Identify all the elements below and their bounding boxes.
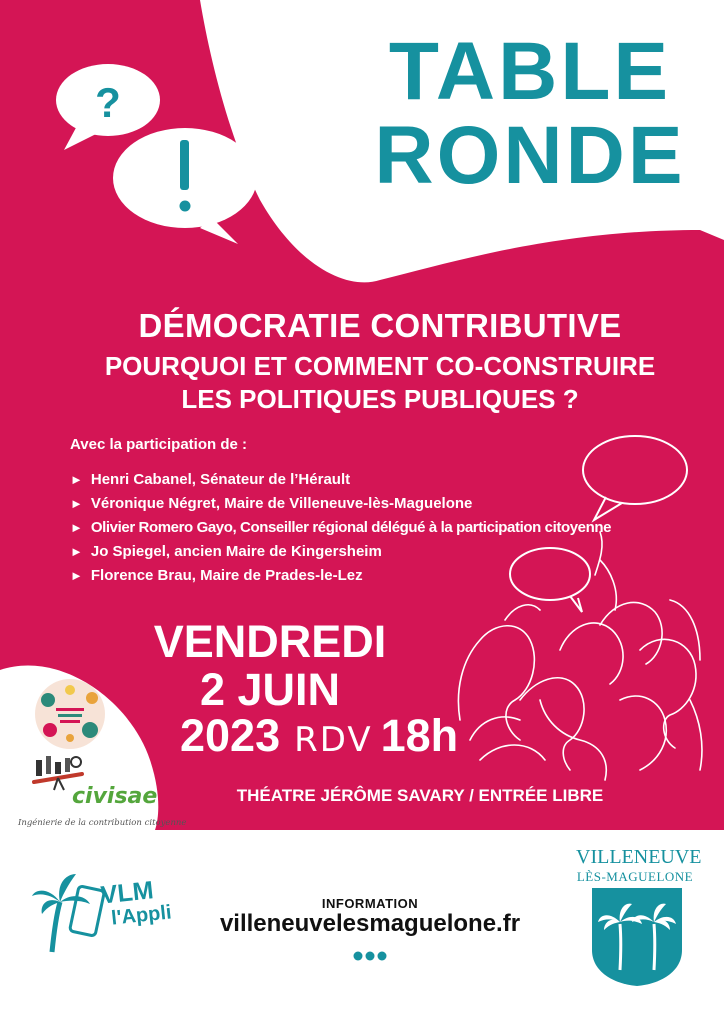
page-title xyxy=(360,26,700,201)
dots-icon xyxy=(350,950,390,962)
list-item xyxy=(70,492,611,516)
bullet-arrow-icon: ► xyxy=(70,520,83,535)
event-time: 18h xyxy=(380,710,459,761)
event-date-day-month: 2 JUIN xyxy=(199,664,341,715)
civisae-name: civisae xyxy=(72,784,158,809)
title-line-2: RONDE xyxy=(374,110,686,201)
town-name-line-2: LÈS-MAGUELONE xyxy=(576,869,694,884)
event-venue: THÉATRE JÉRÔME SAVARY / ENTRÉE LIBRE xyxy=(236,786,604,805)
list-item xyxy=(70,516,611,540)
list-item xyxy=(70,564,611,588)
info-website-link[interactable]: villeneuvelesmaguelone.fr xyxy=(219,910,521,937)
list-item xyxy=(70,540,611,564)
topic-question-line-2: LES POLITIQUES PUBLIQUES ? xyxy=(181,384,579,414)
event-day: VENDREDI xyxy=(153,616,387,667)
bullet-arrow-icon: ► xyxy=(70,568,83,583)
svg-text:?: ? xyxy=(95,79,121,126)
bullet-arrow-icon: ► xyxy=(70,544,83,559)
vlm-app-name xyxy=(100,877,173,932)
participant-name: Jo Spiegel, ancien Maire de Kingersheim xyxy=(90,543,382,560)
participant-name: Henri Cabanel, Sénateur de l’Hérault xyxy=(90,471,351,488)
vlm-app-line-2: l'Appli xyxy=(110,901,173,930)
topic-title: DÉMOCRATIE CONTRIBUTIVE xyxy=(138,307,622,344)
info-label: INFORMATION xyxy=(321,896,419,911)
participant-name: Olivier Romero Gayo, Conseiller régional délégué à la participation citoyenne xyxy=(90,519,612,536)
title-line-1: TABLE xyxy=(388,26,672,117)
bullet-arrow-icon: ► xyxy=(70,472,83,487)
event-date xyxy=(90,618,450,714)
town-crest-icon xyxy=(590,886,684,988)
partner-round-logo xyxy=(34,678,106,750)
town-name xyxy=(576,846,702,887)
bullet-arrow-icon: ► xyxy=(70,496,83,511)
participants-list xyxy=(70,468,611,588)
topic-question-line-1: POURQUOI ET COMMENT CO-CONSTRUIRE xyxy=(104,351,656,381)
participants-intro: Avec la participation de : xyxy=(70,436,247,453)
event-year: 2023 xyxy=(180,710,281,761)
town-name-line-1: VILLENEUVE xyxy=(576,846,702,868)
event-rdv: RDV xyxy=(294,720,373,760)
civisae-tagline: Ingénierie de la contribution citoyenne xyxy=(18,818,187,828)
topic-question xyxy=(60,350,700,416)
participant-name: Florence Brau, Maire de Prades-le-Lez xyxy=(90,567,363,584)
vlm-app-line-1: VLM xyxy=(99,876,155,910)
participant-name: Véronique Négret, Maire de Villeneuve-lès-Maguelone xyxy=(90,495,473,512)
list-item xyxy=(70,468,611,492)
event-year-time xyxy=(180,712,458,764)
vlm-app-logo-icon xyxy=(30,866,108,954)
